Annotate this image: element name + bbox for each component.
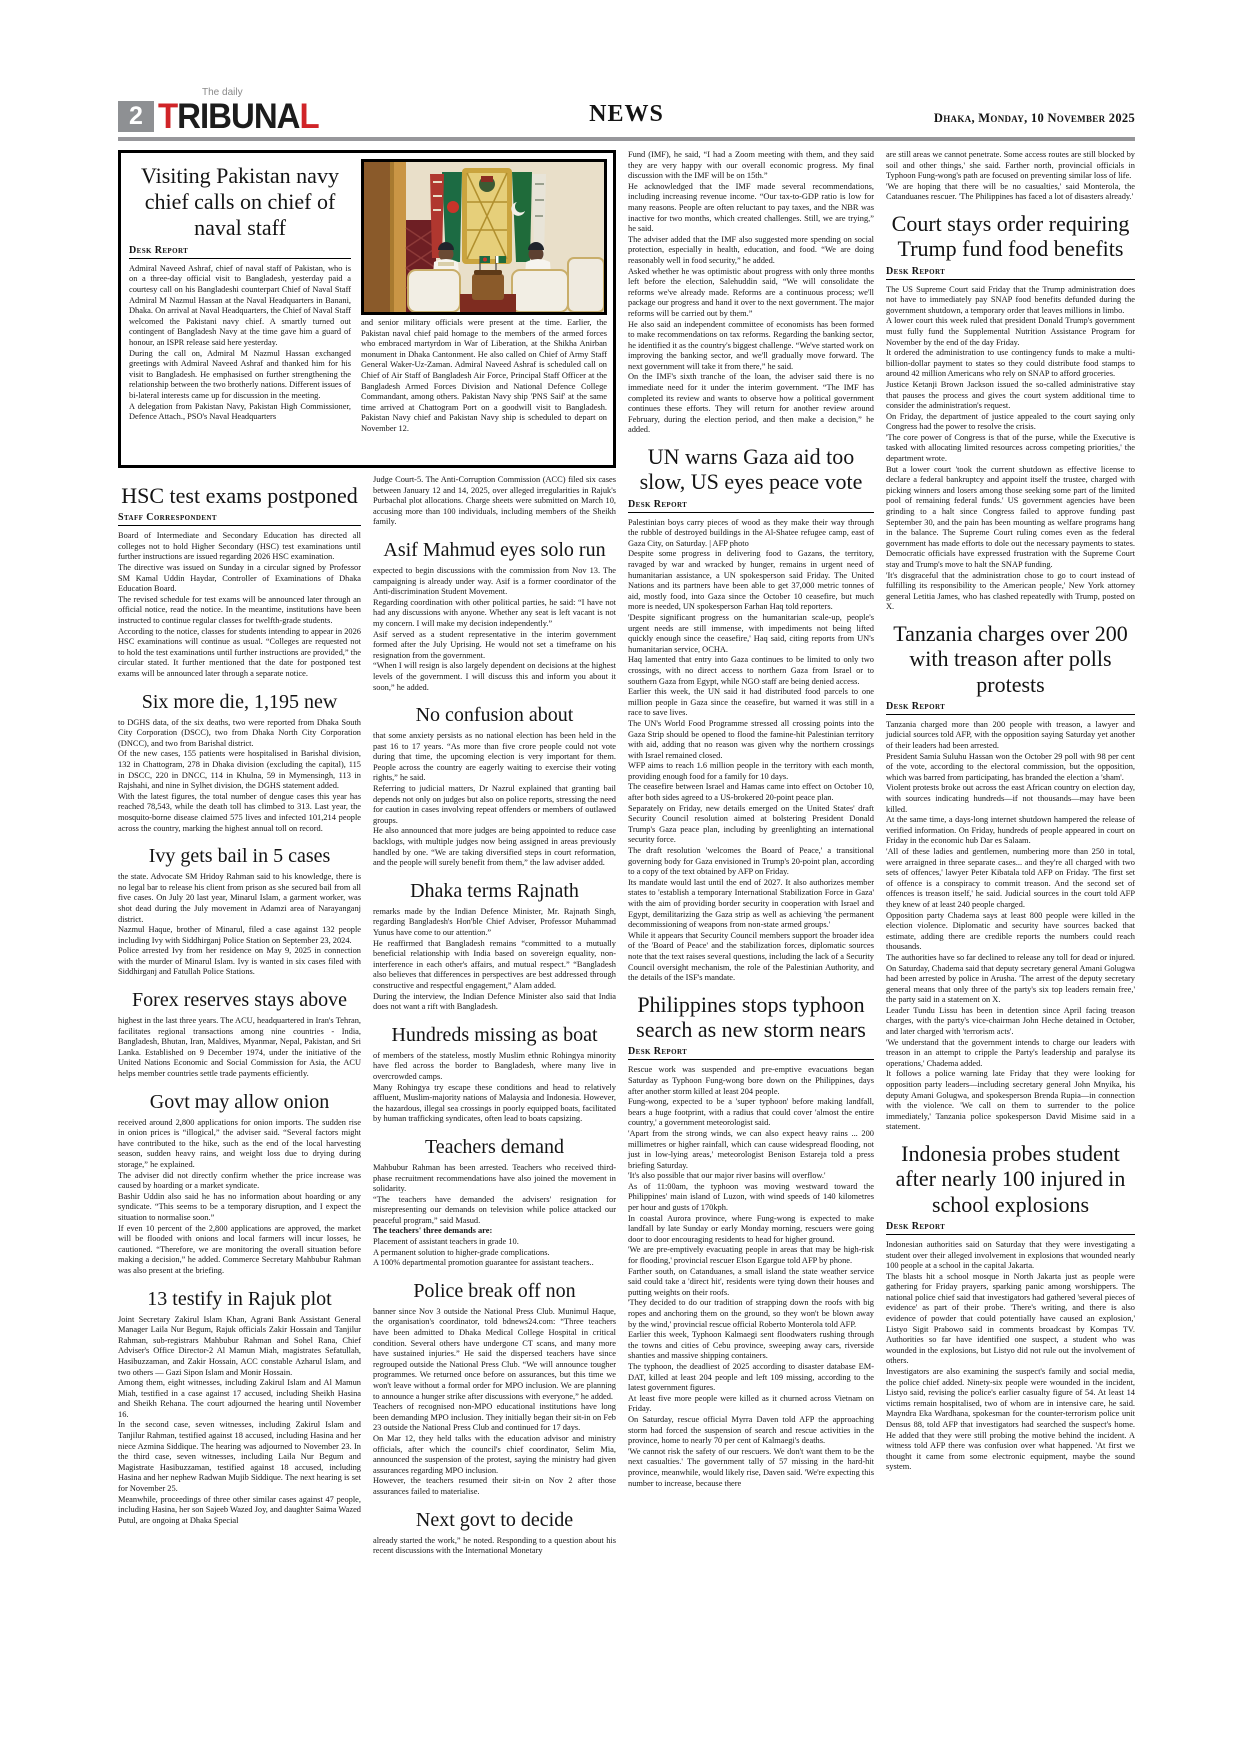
paragraph: On Friday, the department of justice appealed to the court saying only Congress had the power to resolve the crisis. (886, 411, 1135, 432)
paragraph: On Saturday, rescue official Myrra Daven told AFP the approaching storm had forced the suspension of search and rescue activities in the province, home to nearly 70 per cent of Kalmaegi's deaths. (628, 1414, 874, 1446)
paragraph: During the call on, Admiral M Nazmul Hassan exchanged greetings with Admiral Naveed Ashraf and thanked him for his visit to Bangladesh. He emphasised on further strengthening the relationship between the two brotherly nations. Different issues of bi-lateral interests came up for discussion in the meeting. (129, 348, 351, 400)
lead-article-text (129, 159, 351, 459)
paragraph: The directive was issued on Sunday in a circular signed by Professor SM Kamal Uddin Haydar, Controller of Examinations of Dhaka Education Board. (118, 563, 361, 594)
paragraph: It ordered the administration to use contingency funds to make a multi-billion-dollar payment to states so they could distribute food stamps to around 42 million Americans who rely on SNAP to afford groceries. (886, 348, 1135, 379)
paragraph: Rescue work was suspended and pre-emptive evacuations began Saturday as Typhoon Fung-wong bore down on the Philippines, days after another storm killed at least 204 people. (628, 1065, 874, 1096)
article-headline: Ivy gets bail in 5 cases (148, 845, 331, 868)
article-byline: Desk Report (886, 700, 946, 712)
section-title: NEWS (589, 101, 664, 127)
page-number: 2 (118, 101, 154, 132)
paragraph: A lower court this week ruled that president Donald Trump's government must fully fund the Supplemental Nutrition Assistance Program for November by the end of the day Friday. (886, 316, 1135, 347)
article (628, 150, 874, 436)
paragraph: A permanent solution to higher-grade complications. (373, 1247, 550, 1257)
article (118, 1091, 361, 1277)
paragraph: Admiral Naveed Ashraf, chief of naval staff of Pakistan, who is on a three-day official visit to Bangladesh, yesterday paid a courtesy call on his Bangladeshi counterpart Chief of Naval Staff Admiral M Nazmul Hassan at the Naval Headquarters in Banani, Dhaka. On arrival at Naval Headquarters, the Chief of Naval Staff welcomed the Pakistani navy chief. A smartly turned out contingent of Bangladesh Navy at the time gave him a guard of honour, an ISPR release said here yesterday. (129, 263, 351, 348)
masthead (118, 87, 1135, 136)
paragraph: banner since Nov 3 outside the National Press Club. Munimul Haque, the organisation's coordinator, told bdnews24.com: “Three teachers have been admitted to Dhaka Medical College Hospital in critical condition. Several others have undergone CT scans, and many more have sustained injuries.” He said the dispersed teachers have since regrouped outside the National Press Club. “We will announce tougher programmes. We returned once before on assurances, but this time we won't leave without a formal order for MPO inclusion. We are planning to announce a hunger strike after discussions with everyone,” he added. (373, 1306, 616, 1401)
article-headline: Govt may allow onion (149, 1090, 330, 1113)
navy-chiefs-photo (364, 162, 604, 312)
paragraph: On the IMF's sixth tranche of the loan, the adviser said there is no immediate need for it under the interim government. “The IMF has completed its review and wants to observe how a political government continues these efforts. They will return for another review around February, during the election period, and then make a decision,” he added. (628, 372, 874, 435)
paragraph: He also said an independent committee of economists has been formed to make recommendations on tax reforms. Regarding the banking sector, he identified it as the country's biggest challenge. “We've started work on improving the banking sector, and we'll gradually move forward. The next government will take it from there,” he said. (628, 319, 874, 371)
paragraph: the state. Advocate SM Hridoy Rahman said to his knowledge, there is no legal bar to release his client from prison as she secured bail from all five cases. On July 20 last year, Minarul Islam, a garment worker, was shot dead during the July movement in Adamzi area of Narayanganj district. (118, 872, 361, 924)
paragraph: But a lower court 'took the current shutdown as effective license to declare a federal bankruptcy and appoint itself the trustee, charged with picking winners and losers among those seeking some part of the limited pool of remaining federal funds.' US government agencies have been grinding to a halt since Congress failed to approve funding past September 30, and the pain has been mounting as welfare programs hang in the balance. The Supreme Court ruling comes even as the federal government has made efforts to dole out the necessary payments to states. Democratic officials have expressed frustration with the Supreme Court stay and Trump's move to halt the SNAP funding. (886, 464, 1135, 569)
paragraph: In coastal Aurora province, where Fung-wong is expected to make landfall by late Sunday or early Monday morning, rescuers were going door to door encouraging residents to head for higher ground. (628, 1213, 874, 1244)
paragraph: Meanwhile, proceedings of three other similar cases against 47 people, including Hasina, her son Sajeeb Wazed Joy, and daughter Saima Wazed Putul, are ongoing at Dhaka Special (118, 1494, 361, 1525)
article (886, 1141, 1135, 1473)
paragraph: “The teachers have demanded the advisers' resignation for misrepresenting our demands on television while police attacked our peaceful program,” said Masud. (373, 1194, 616, 1225)
byline-rule (886, 279, 1135, 280)
paragraph: 'It's also possible that our major river basins will overflow.' (628, 1171, 826, 1181)
byline-rule (628, 1059, 874, 1060)
paragraph: If even 10 percent of the 2,800 applications are approved, the market will be flooded with onions and local farmers will incur losses, he cautioned. “Therefore, we are monitoring the overall situation before making a decision,” he added. Commerce Secretary Mahbubur Rahman was also present at the briefing. (118, 1223, 361, 1275)
paragraph: On Mar 12, they held talks with the education advisor and ministry officials, after which the council's chief coordinator, Selim Mia, announced the suspension of the protest, saying the ministry had given assurances regarding MPO inclusion. (373, 1433, 616, 1475)
logo-letter-l: L (299, 95, 319, 136)
paragraph: Nazmul Haque, brother of Minarul, filed a case against 132 people including Ivy with Siddhirganj Police Station on September 23, 2024. (118, 925, 361, 945)
photo-frame (361, 159, 607, 315)
paragraph: The US Supreme Court said Friday that the Trump administration does not have to immediately pay SNAP food benefits defunded during the government shutdown, a temporary order that leaves millions in limbo. (886, 284, 1135, 315)
article-byline: Desk Report (886, 265, 946, 277)
paragraph: Board of Intermediate and Secondary Education has directed all colleges not to hold Higher Secondary (HSC) test examinations until further instructions are issued regarding 2026 HSC examination. (118, 531, 361, 562)
paragraph: The draft resolution 'welcomes the Board of Peace,' a transitional governing body for Gaza envisioned in Trump's 20-point plan, according to a copy of the text obtained by AFP on Friday. (628, 846, 874, 877)
paragraph: Investigators are also examining the suspect's family and social media, the police chief added. Ninety-six people were wounded in the incident, Listyo said, revising the police's earlier casualty figure of 54. At least 14 victims remain hospitalised, two of whom are in intensive care, he said. Mayndra Eka Wardhana, spokesman for the counter-terrorism police unit Densus 88, told AFP that investigators had searched the suspect's home. He added that they were still probing the motive behind the incident. A witness told AFP there was confusion over what happened. 'At first we thought it came from some electronic equipment, maybe the sound system. (886, 1367, 1135, 1472)
paragraph: Despite some progress in delivering food to Gazans, the territory, ravaged by war and wracked by hunger, remains in urgent need of humanitarian assistance, a UN spokesperson said Friday. The United Nations and its partners have been able to get 37,000 metric tonnes of aid, mostly food, into Gaza since the October 10 ceasefire, but much more is needed, UN spokesperson Farhan Haq told reporters. (628, 549, 874, 612)
article-headline: 13 testify in Rajuk plot (147, 1287, 332, 1310)
article (628, 992, 874, 1489)
article-headline: Teachers demand (424, 1135, 565, 1158)
article (373, 1280, 616, 1498)
article (628, 444, 874, 984)
paragraph: Haq lamented that entry into Gaza continues to be limited to only two crossings, with no direct access to northern Gaza from Israel or to southern Gaza from Egypt, while NGO staff are being denied access. (628, 655, 874, 686)
article (118, 1288, 361, 1527)
paragraph: Joint Secretary Zakirul Islam Khan, Agrani Bank Assistant General Manager Laila Nur Begum, Rajuk officials Zakir Hossain and Tanjilur Rahman, sub-registrars Mahbubur Rahman and Sohel Rana, Chief Adviser's Office Director-2 Al Mamun Miah, magistrates Sefatullah, Hasibuzzaman, and Zakir Hossain, ACC constable Azharul Islam, and two others — Gazi Sipon Islam and Monir Hossain. (118, 1314, 361, 1377)
article-headline: UN warns Gaza aid too slow, US eyes peace vote (639, 444, 863, 495)
article (886, 211, 1135, 613)
paragraph: The ceasefire between Israel and Hamas came into effect on October 10, after both sides agreed to a US-brokered 20-point peace plan. (628, 782, 874, 803)
paragraph: Of the new cases, 155 patients were hospitalised in Barishal division, 132 in Chattogram, 278 in Dhaka division (excluding the capital), 115 in DSCC, 220 in DNCC, 114 in Khulna, 59 in Mymensingh, 113 in Rajshahi, and nine in Sylhet division, the DGHS statement added. (118, 749, 361, 791)
article-headline: Court stays order requiring Trump fund food benefits (891, 210, 1130, 262)
article (373, 1509, 616, 1557)
article-headline: HSC test exams postponed (121, 483, 358, 508)
paragraph: The authorities have so far declined to release any toll for dead or injured. On Saturday, Chadema said that deputy secretary general Amani Golugwa had been arrested by police in Arusha. 'The arrest of the deputy secretary general means that only three of the party's six top leaders remain free,' the party said in a statement on X. (886, 952, 1135, 1005)
article-headline: Tanzania charges over 200 with treason after polls protests (893, 620, 1128, 697)
paragraph: 'Apart from the strong winds, we can also expect heavy rains ... 200 millimetres or higher rainfall, which can cause widespread flooding, not just in low-lying areas,' meteorologist Benison Estareja told a press briefing Saturday. (628, 1128, 874, 1170)
paragraph: The adviser added that the IMF also suggested more spending on social protection, especially in health, education, and food. “We are doing reasonably well in food security,” he added. (628, 234, 874, 265)
paragraph: Asked whether he was optimistic about progress with only three months left before the election, Salehuddin said, “We will consolidate the reforms we've already made. Reforms are a continuous process; we'll package our progress and hand it over to the next government. The major reforms will be carried out by them.” (628, 266, 874, 318)
issue-date: Dhaka, Monday, 10 November 2025 (933, 111, 1135, 125)
paragraph: According to the notice, classes for students intending to appear in 2026 HSC examinations will continue as usual. “Colleges are requested not to hold the test examinations until further instructions are provided,” the circular stated. It further mentioned that the date for postponed test exams will be announced later through a separate notice. (118, 626, 361, 679)
paragraph: The revised schedule for test exams will be announced later through an official notice, read the notice. In the meantime, institutions have been instructed to continue regular classes for twelfth-grade students. (118, 594, 361, 626)
column-3 (628, 150, 874, 1563)
paragraph: A delegation from Pakistan Navy, Pakistan High Commissioner, Defence Attach., PSO's Naval Headquarters (129, 401, 351, 422)
paragraph: He also announced that more judges are being appointed to reduce case backlogs, with multiple judges now being assigned in areas previously handled by one. “We are taking diversified steps in court reformation, and the people will surely benefit from them,” the law adviser added. (373, 826, 616, 868)
logo-tagline: The daily (202, 87, 243, 98)
lead-article-media (361, 159, 607, 459)
header-rule (118, 137, 1135, 141)
article-headline: Next govt to decide (415, 1508, 574, 1531)
paragraph: “When I will resign is also largely dependent on decisions at the highest levels of the government. I will discuss this and inform you about it soon,” he added. (373, 661, 616, 692)
column-1 (118, 475, 361, 1563)
paragraph: The teachers' three demands are: (373, 1226, 493, 1236)
article (118, 483, 361, 680)
paragraph: Many Rohingya try escape these conditions and head to relatively affluent, Muslim-majority nations of Malaysia and Indonesia. However, the hazardous, illegal sea crossings in poorly equipped boats, facilitated by human trafficking syndicates, often lead to boats capsizing. (373, 1082, 616, 1124)
article (373, 1024, 616, 1125)
article-headline: Hundreds missing as boat (391, 1023, 598, 1046)
article (118, 691, 361, 835)
lead-article-box (118, 150, 616, 468)
article-headline: Asif Mahmud eyes solo run (383, 538, 606, 561)
article (118, 845, 361, 978)
paragraph: expected to begin discussions with the commission from Nov 13. The campaigning is already under way. Asif is a former coordinator of the Anti-discrimination Student Movement. (373, 565, 616, 597)
left-columns (118, 475, 616, 1563)
paragraph: The adviser did not directly confirm whether the price increase was caused by hoarding or a market syndicate. (118, 1170, 361, 1191)
paragraph: 'All of these ladies and gentlemen, numbering more than 250 in total, were arraigned in three separate cases... and they're all charged with two sets of offences,' lawyer Peter Kibatala told AFP on Friday. 'The first set of offence is a conspiracy to commit treason. And the second set of offences is treason itself,' he said. Judicial sources in the court told AFP they knew of at least 240 people charged. (886, 846, 1135, 909)
article-headline: Indonesia probes student after nearly 100 injured in school explosions (895, 1141, 1126, 1217)
article-body (129, 264, 351, 423)
article-headline: Police break off non (413, 1279, 576, 1302)
article-headline: Forex reserves stays above (132, 989, 347, 1012)
paragraph: Separately on Friday, new details emerged on the United States' draft Security Council resolution aimed at bolstering President Donald Trump's Gaza peace plan, including by greenlighting an international security force. (628, 803, 874, 845)
paragraph: The UN's World Food Programme stressed all crossing points into the Gaza Strip should be opened to flood the famine-hit Palestinian territory with aid, adding that no reason was given why the northern crossings with Israel remained closed. (628, 718, 874, 760)
paragraph: At the same time, a days-long internet shutdown hampered the release of verified information. On Friday, hundreds of people appeared in court on Friday in the economic hub Dar es Salaam. (886, 815, 1135, 846)
paragraph: It follows a police warning late Friday that they were looking for opposition party leaders—including secretary general John Mnyika, his deputy Amani Golugwa, and spokesperson Brenda Rupia—in connection with the violence. 'We call on them to surrender to the police immediately,' Tanzania police spokesperson David Misime said in a statement. (886, 1069, 1135, 1132)
paragraph: A 100% departmental promotion guarantee for assistant teachers.. (373, 1258, 594, 1268)
paragraph: Fund (IMF), he said, “I had a Zoom meeting with them, and they said they are very happy with our overall economic progress. My final discussion with the IMF will be on 15th.” (628, 150, 874, 181)
paragraph: Earlier this week, the UN said it had distributed food parcels to one million people in Gaza since the ceasefire, but warned it was still in a race to save lives. (628, 687, 874, 718)
paragraph: Judge Court-5. The Anti-Corruption Commission (ACC) filed six cases between January 12 and 14, 2025, over alleged irregularities in Rajuk's Purbachal plot allocations. Charge sheets were submitted on March 10, accusing more than 100 individuals, including members of the Sheikh family. (373, 475, 616, 527)
article (373, 1136, 616, 1269)
paragraph: Violent protests broke out across the east African country on election day, with sources indicating hundreds—if not thousands—may have been killed. (886, 783, 1135, 814)
photo-caption (361, 318, 607, 435)
article-byline: Desk Report (129, 244, 189, 256)
paragraph: Teachers of recognised non-MPO educational institutions have long been demanding MPO inclusion. They initially began their sit-in on Feb 23 outside the National Press Club and continued for 17 days. (373, 1402, 616, 1433)
paragraph: As of 11:00am, the typhoon was moving westward toward the Philippines' main island of Luzon, with wind speeds of 140 kilometres per hour and gusts of 170kph. (628, 1181, 874, 1213)
paragraph: Leader Tundu Lissu has been in detention since April facing treason charges, with the party's vice-chairman John Heche detained in October, and later charged with 'terrorism acts'. (886, 1005, 1135, 1037)
article-headline: Philippines stops typhoon search as new storm nears (636, 991, 866, 1043)
paragraph: to DGHS data, of the six deaths, two were reported from Dhaka South City Corporation (DSCC), two from Dhaka North City Corporation (DNCC), and two from Barishal district. (118, 717, 361, 748)
column-4 (886, 150, 1135, 1563)
article (118, 989, 361, 1080)
paragraph: remarks made by the Indian Defence Minister, Mr. Rajnath Singh, regarding Bangladesh's Hon'ble Chief Adviser, Professor Muhammad Yunus have come to our attention.” (373, 906, 616, 937)
paragraph: President Samia Suluhu Hassan won the October 29 poll with 98 per cent of the vote, according to the electoral commission, but the opposition, which was barred from participating, has branded the election a 'sham'. (886, 751, 1135, 782)
paragraph: He acknowledged that the IMF made several recommendations, including increasing revenue income. “Our tax-to-GDP ratio is low for many reasons. People are often reluctant to pay taxes, and the NBR was inactive for two months, which created challenges. Still, we are trying,” he said. (628, 181, 874, 234)
paragraph: that some anxiety persists as no national election has been held in the past 16 to 17 years. “As more than five crore people could not vote during that time, the upcoming election is very important for them. People across the country are eagerly waiting to exercise their voting rights,” he said. (373, 731, 616, 783)
paragraph: and senior military officials were present at the time. Earlier, the Pakistan naval chief paid homage to the members of the armed forces who embraced martyrdom in War of Liberation, at the Shikha Anirban monument in Dhaka Cantonment. He also called on Chief of Army Staff General Waker-Uz-Zaman. Admiral Naveed Ashraf is scheduled call on Chief of Air Staff of Bangladesh Air Force, Principal Staff Officer at the Bangladesh Armed Forces Division and National Defence College Commandant, among others. Pakistan Navy ship 'PNS Saif' at the same time arrived at Chattogram Port on a goodwill visit to Bangladesh. Pakistan Navy chief and Pakistan Navy ship is scheduled to depart on November 12. (361, 318, 607, 433)
article-headline: Six more die, 1,195 new (141, 690, 338, 713)
logo-letters-mid: RIBUNA (177, 95, 300, 136)
article-byline: Desk Report (628, 498, 688, 510)
paragraph: 'They decided to do our tradition of strapping down the roofs with big ropes and anchoring them on the ground, so they won't be blown away by the wind,' provincial rescue official Roberto Monterola told AFP. (628, 1298, 874, 1329)
paragraph: already started the work,” he noted. Responding to a question about his recent discussions with the International Monetary (373, 1535, 616, 1556)
paragraph: During the interview, the Indian Defence Minister also said that India does not want a rift with Bangladesh. (373, 991, 616, 1012)
paragraph: Earlier this week, Typhoon Kalmaegi sent floodwaters rushing through the towns and cities of Cebu province, sweeping away cars, riverside shanties and massive shipping containers. (628, 1330, 874, 1361)
paragraph: Its mandate would last until the end of 2027. It also authorizes member states to 'establish a temporary International Stabilization Force in Gaza' with the aim of providing border security in cooperation with Israel and Egypt, demilitarizing the Gaza strip as well as achieving 'the permanent decommissioning of weapons from non-state armed groups.' (628, 877, 874, 930)
paragraph: Police arrested Ivy from her residence on May 9, 2025 in connection with the murder of Minarul Islam. Ivy is wanted in six cases filed with Siddhirganj and Fatullah Police Stations. (118, 946, 361, 977)
page-content (118, 150, 1135, 1563)
article-byline: Staff Correspondent (118, 512, 217, 524)
paragraph: At least five more people were killed as it churned across Vietnam on Friday. (628, 1393, 874, 1414)
paragraph: 'We are pre-emptively evacuating people in areas that may be high-risk for flooding,' provincial rescuer Elson Egargue told AFP by phone. (628, 1245, 874, 1266)
paragraph: 'We understand that the government intends to charge our leaders with treason in an attempt to cripple the Party's leadership and paralyse its operations,' Chadema added. (886, 1037, 1135, 1068)
paragraph: He reaffirmed that Bangladesh remains “committed to a mutually beneficial relationship with India based on sovereign equality, non-interference in each other's affairs, and mutual respect.” “Bangladesh also believes that differences in perspectives are best addressed through constructive and respectful engagement,” Alam added. (373, 938, 616, 990)
paragraph: highest in the last three years. The ACU, headquartered in Iran's Tehran, facilitates regional transactions among nine countries - India, Bangladesh, Bhutan, Iran, Maldives, Myanmar, Nepal, Pakistan, and Sri Lanka. Established on 9 December 1974, under the initiative of the United Nations Economic and Social Commission for Asia, the ACU helps member countries settle trade payments efficiently. (118, 1016, 361, 1079)
paragraph: 'It's disgraceful that the administration chose to go to court instead of fulfilling its responsibility to the American people,' New York attorney general Letitia James, who has clashed repeatedly with Trump, posted on X. (886, 570, 1135, 612)
column-2 (373, 475, 616, 1563)
article-headline: No confusion about (415, 704, 574, 727)
paragraph: 'The core power of Congress is that of the purse, while the Executive is tasked with allocating limited resources across competing priorities,' the department wrote. (886, 432, 1135, 464)
article (886, 150, 1135, 203)
article (373, 539, 616, 693)
paragraph: Opposition party Chadema says at least 800 people were killed in the election violence. Diplomatic and security have sources backed that estimate, adding there are credible reports the numbers could reach thousands. (886, 910, 1135, 952)
paragraph: 'We cannot risk the safety of our rescuers. We don't want them to be the next casualties.' The government tally of 57 missing in the hard-hit province, meanwhile, would likely rise, Daven said. 'We're expecting this number to increase, because there (628, 1446, 874, 1488)
logo-letter-t: T (158, 95, 178, 136)
byline-rule (886, 1234, 1135, 1235)
paragraph: Bashir Uddin also said he has no information about hoarding or any syndicate. “This seems to be a temporary disruption, and I expect the situation to normalise soon.” (118, 1191, 361, 1222)
paragraph: received around 2,800 applications for onion imports. The sudden rise in onion prices is “illogical,” the adviser said. “Several factors might have contributed to the hike, such as the end of the local harvesting season, sudden heavy rains, and weight loss due to drying during storage,” he explained. (118, 1117, 361, 1170)
paragraph: of members of the stateless, mostly Muslim ethnic Rohingya minority have fled across the border to Bangladesh, where many live in overcrowded camps. (373, 1050, 616, 1081)
byline-rule (129, 258, 351, 259)
paragraph: Referring to judicial matters, Dr Nazrul explained that granting bail depends not only on judges but also on police reports, stressing the need for caution in cases involving repeat offenders or members of outlawed groups. (373, 784, 616, 825)
paragraph: Asif served as a student representative in the interim government formed after the July Uprising. He would not set a timeframe on his resignation from the government. (373, 629, 616, 660)
article (373, 704, 616, 869)
left-section (118, 150, 616, 1563)
paragraph: 'Despite significant progress on the humanitarian scale-up, people's urgent needs are still immense, with impediments not being lifted quickly enough since the ceasefire,' Haq said, citing reports from UN's humanitarian service, OCHA. (628, 612, 874, 654)
paragraph: The typhoon, the deadliest of 2025 according to disaster database EM-DAT, killed at least 204 people and left 109 missing, according to the latest government figures. (628, 1361, 874, 1393)
paragraph: are still areas we cannot penetrate. Some access routes are still blocked by soil and other things,' she said. Farther north, provincial officials in Typhoon Fung-wong's path are focused on preventing similar loss of life. (886, 150, 1135, 181)
paragraph: Farther south, on Catanduanes, a small island the state weather service said could take a 'direct hit', residents were tying down their houses and putting weights on their roofs. (628, 1266, 874, 1297)
paragraph: In the second case, seven witnesses, including Zakirul Islam and Tanjilur Rahman, testified against 18 accused, including Hasina and her niece Azmina Siddique. The hearing was adjourned to November 23. In the third case, seven witnesses, including Laila Nur Begum and Magistrate Hasibuzzaman, testified against 18 accused, including Hasina and her nephew Radwan Mujib Siddique. The next hearing is set for November 25. (118, 1420, 361, 1494)
byline-rule (628, 512, 874, 513)
paragraph: WFP aims to reach 1.6 million people in the territory with each month, providing enough food for a family for 10 days. (628, 761, 874, 781)
article (886, 621, 1135, 1133)
paragraph: Mahbubur Rahman has been arrested. Teachers who received third-phase recruitment recommendations have also joined the movement in solidarity. (373, 1162, 616, 1194)
paragraph: However, the teachers resumed their sit-in on Nov 2 after those assurances failed to materialise. (373, 1476, 616, 1496)
article-headline: Dhaka terms Rajnath (410, 879, 579, 902)
paragraph: Justice Ketanji Brown Jackson issued the so-called administrative stay that pauses the process and gives the court system additional time to consider the administration's request. (886, 379, 1135, 411)
article-byline: Desk Report (886, 1220, 946, 1232)
paragraph: Regarding coordination with other political parties, he said: “I have not had any discussions with anyone. Whether any seat is left vacant is not my concern. I will make my decision independently.” (373, 597, 616, 628)
byline-rule (886, 714, 1135, 715)
article-byline: Desk Report (628, 1046, 688, 1058)
paragraph: While it appears that Security Council members support the broader idea of the 'Board of Peace' and the stabilization forces, diplomatic sources note that the text raises several questions, including the lack of a Security Council oversight mechanism, the role of the Palestinian Authority, and the details of the ISF's mandate. (628, 930, 874, 983)
paragraph: The blasts hit a school mosque in North Jakarta just as people were gathering for Friday prayers, sparking panic among worshippers. The national police chief said that investigators had gathered 'several pieces of evidence' as part of their probe. 'There's writing, and there is also evidence of powder that could potentially have caused an explosion,' Listyo Sigit Prabowo said in comments broadcast by Kompas TV. Authorities so far have identified one suspect, a student who was wounded in the explosions, but Listyo did not rule out the involvement of others. (886, 1271, 1135, 1366)
paragraph: Tanzania charged more than 200 people with treason, a lawyer and judicial sources told AFP, with the opposition saying Saturday yet another of their leaders had been arrested. (886, 719, 1135, 751)
paragraph: Fung-wong, expected to be a 'super typhoon' before making landfall, bears a huge footprint, with a radius that could cover 'almost the entire country,' a government meteorologist said. (628, 1097, 874, 1128)
article (373, 880, 616, 1013)
paragraph: 'We are hoping that there will be no casualties,' said Monterola, the Catanduanes rescuer. 'The Philippines has faced a lot of disasters already.' (886, 181, 1135, 202)
paragraph: Palestinian boys carry pieces of wood as they make their way through the rubble of destroyed buildings in the Al-Shatee refugee camp, east of Gaza City, on Saturday. | AFP photo (628, 517, 874, 548)
paragraph: With the latest figures, the total number of dengue cases this year has reached 78,543, while the death toll has climbed to 313. Last year, the mosquito-borne disease claimed 575 lives and infected 101,214 people across the country, marking the highest annual toll on record. (118, 791, 361, 833)
article-headline: Visiting Pakistan navy chief calls on chief of naval staff (141, 163, 339, 240)
byline-rule (118, 525, 361, 526)
paragraph: Indonesian authorities said on Saturday that they were investigating a student over their alleged involvement in explosions that wounded nearly 100 people at a school in the capital Jakarta. (886, 1239, 1135, 1271)
paragraph: Placement of assistant teachers in grade 10. (373, 1237, 519, 1247)
paragraph: Among them, eight witnesses, including Zakirul Islam and Al Mamun Miah, testified in a case against 17 accused, including Sheikh Hasina and Sheikh Rehana. The court adjourned the hearing until November 16. (118, 1378, 361, 1419)
article (373, 475, 616, 528)
